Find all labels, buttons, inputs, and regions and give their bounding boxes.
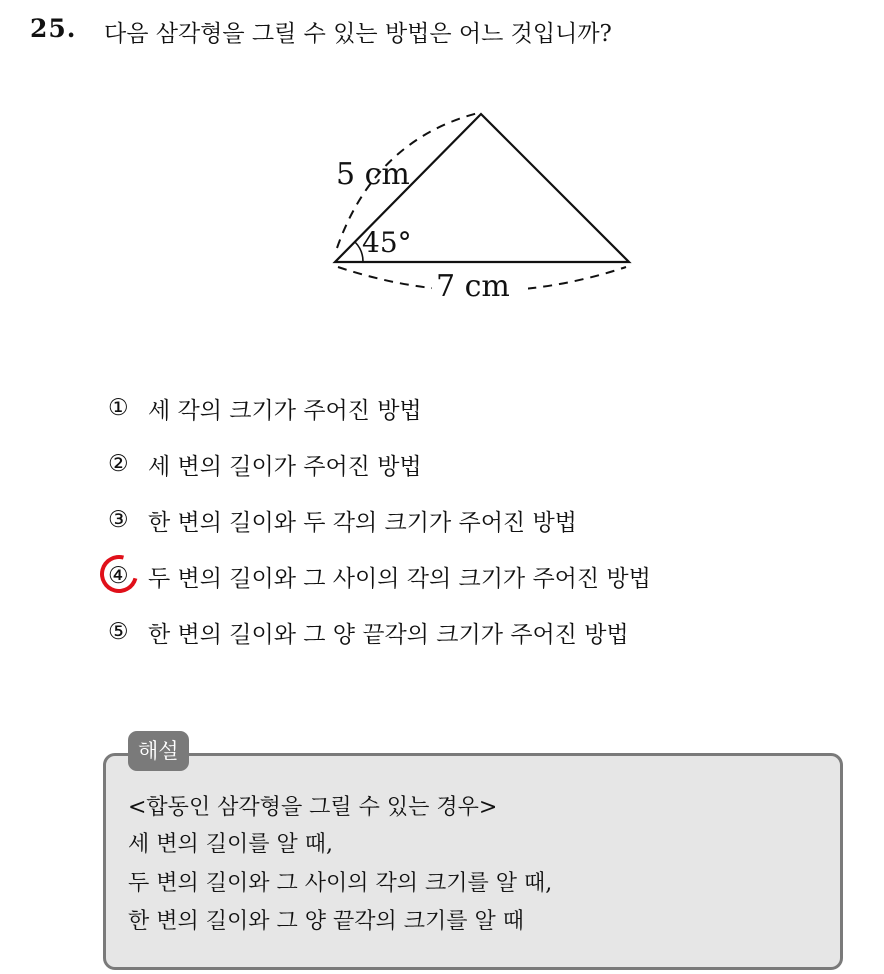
choice-2[interactable] [108,446,422,482]
explanation-line-3: 두 변의 길이와 그 사이의 각의 크기를 알 때, [128,871,553,896]
question-text: 다음 삼각형을 그릴 수 있는 방법은 어느 것입니까? [104,21,612,47]
side-label: 5 cm [336,157,410,192]
choice-2-mark: ② [108,451,129,477]
choice-3-text: 한 변의 길이와 두 각의 크기가 주어진 방법 [148,509,577,536]
answer-circle-icon [93,548,145,600]
base-label: 7 cm [436,269,510,304]
choice-3-mark: ③ [108,507,129,533]
explanation-box [103,753,843,970]
choice-1-text: 세 각의 크기가 주어진 방법 [148,397,422,424]
question-number: 25. [30,14,77,43]
choice-5-mark: ⑤ [108,619,129,645]
choice-2-text: 세 변의 길이가 주어진 방법 [148,453,422,480]
choice-4[interactable] [108,558,651,594]
choice-4-mark-text: ④ [108,563,129,589]
choice-5-text: 한 변의 길이와 그 양 끝각의 크기가 주어진 방법 [148,621,629,648]
choice-1-mark: ① [108,395,129,421]
choice-4-mark [108,563,148,589]
angle-label: 45° [362,226,412,259]
choice-3[interactable] [108,502,577,538]
explanation-line-4: 한 변의 길이와 그 양 끝각의 크기를 알 때 [128,909,524,934]
explanation-line-1: <합동인 삼각형을 그릴 수 있는 경우> [128,795,498,820]
choice-5[interactable] [108,614,629,650]
choice-1[interactable] [108,390,422,426]
triangle-figure [300,100,660,314]
choice-4-text: 두 변의 길이와 그 사이의 각의 크기가 주어진 방법 [148,565,651,592]
explanation-tag: 해설 [128,731,189,771]
explanation-line-2: 세 변의 길이를 알 때, [128,832,333,857]
